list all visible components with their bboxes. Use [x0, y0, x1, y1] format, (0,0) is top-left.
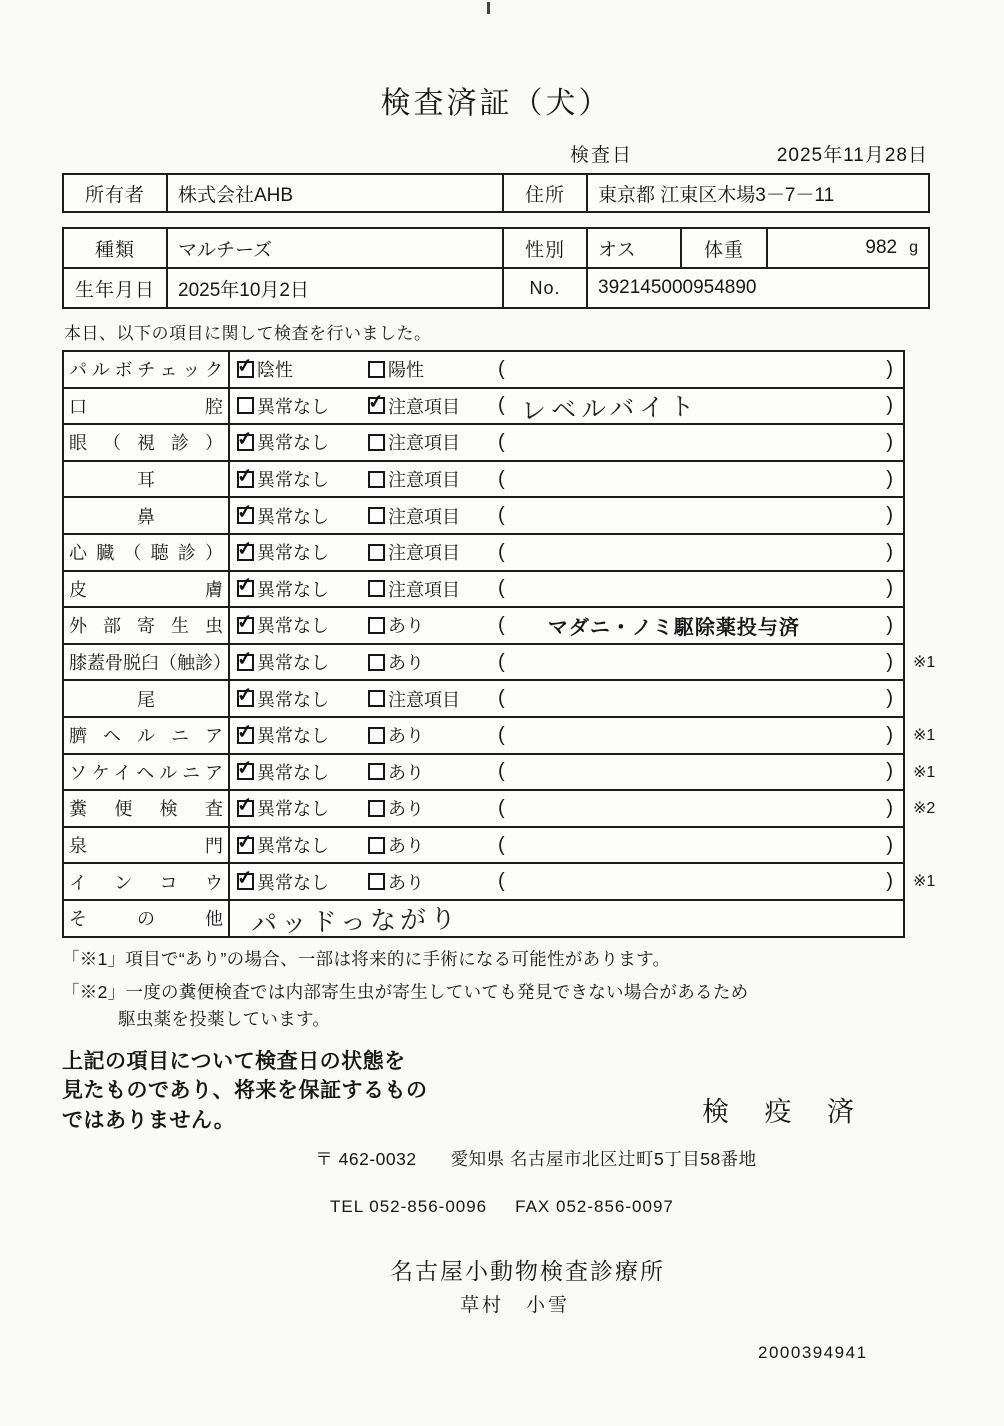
- option-normal: ✓ 異常なし: [235, 501, 329, 527]
- paren-close: ): [886, 650, 893, 673]
- option-caution: ✓ 注意項目: [366, 391, 460, 417]
- paren-close: ): [886, 687, 893, 710]
- disclaimer-section: [62, 1047, 930, 1136]
- option-normal: ✓ 異常なし: [235, 830, 329, 857]
- option-caution: 注意項目: [368, 686, 498, 712]
- footnote-mark: ※1: [913, 653, 936, 671]
- paren-close: ): [886, 723, 893, 746]
- check-icon: ✓: [235, 428, 254, 451]
- contact-line: [330, 1197, 1004, 1217]
- item-label: 耳: [137, 470, 155, 491]
- sex-value: オス: [588, 229, 682, 267]
- check-icon: ✓: [235, 574, 254, 598]
- option-negative: ✓ 陰性: [235, 355, 293, 381]
- paren-close: ): [886, 833, 893, 856]
- fax-number: FAX 052-856-0097: [515, 1196, 674, 1216]
- paren-close: ): [886, 760, 893, 783]
- option-present: あり: [368, 869, 498, 895]
- item-label: 心臓（聴診）: [69, 543, 223, 564]
- paren-open: (: [498, 796, 505, 819]
- check-icon: ✓: [235, 501, 254, 524]
- paren-open: (: [498, 723, 505, 746]
- number-label: No.: [504, 269, 588, 307]
- item-label: インコウ: [69, 872, 223, 893]
- option-present: あり: [368, 759, 498, 785]
- checkbox-icon: [235, 611, 254, 634]
- checkbox-icon: [368, 837, 385, 854]
- page-title: 検査済証（犬）: [380, 87, 612, 120]
- checkbox-icon: [235, 684, 254, 707]
- table-row-umbilical-hernia: [64, 716, 936, 753]
- intro-text: 本日、以下の項目に関して検査を行いました。: [64, 324, 432, 343]
- checkbox-icon: [368, 690, 385, 707]
- table-row-eyes: [64, 423, 903, 460]
- check-icon: ✓: [235, 684, 254, 707]
- checkbox-icon: [368, 434, 385, 451]
- handwritten-note: レベルバイト: [520, 392, 700, 426]
- clinic-address-line: [62, 1146, 930, 1171]
- option-present: あり: [368, 722, 498, 748]
- check-icon: ✓: [235, 611, 254, 634]
- table-row-parvo: [64, 352, 903, 387]
- serial-number: 2000394941: [758, 1342, 868, 1362]
- sex-label: 性別: [504, 229, 588, 267]
- checkbox-icon: [237, 397, 254, 414]
- clinic-name: 名古屋小動物検査診療所: [390, 1257, 665, 1284]
- check-icon: ✓: [235, 757, 254, 781]
- paren-close: ): [886, 467, 893, 490]
- paren-open: (: [498, 504, 505, 527]
- check-icon: ✓: [235, 794, 254, 817]
- checkbox-icon: [235, 464, 254, 488]
- paren-open: (: [498, 760, 505, 783]
- option-normal: ✓ 異常なし: [235, 464, 329, 491]
- checkbox-icon: [368, 617, 385, 634]
- option-present: あり: [368, 649, 498, 675]
- item-label: 眼（視診）: [69, 433, 223, 454]
- checkbox-icon: [235, 867, 254, 890]
- table-row-fecal-exam: [64, 789, 936, 826]
- breed-value: マルチーズ: [168, 229, 504, 267]
- number-value: 392145000954890: [598, 277, 757, 298]
- option-present: あり: [368, 612, 498, 638]
- checkbox-icon: [368, 507, 385, 524]
- paren-open: (: [498, 467, 505, 490]
- table-row: [64, 267, 928, 307]
- option-normal: ✓ 異常なし: [235, 428, 329, 454]
- checkbox-icon: [235, 720, 254, 744]
- address-value: 東京都 江東区木場3－7－11: [598, 184, 835, 206]
- birth-value: 2025年10月2日: [168, 269, 504, 307]
- option-caution: 注意項目: [368, 576, 498, 602]
- checkbox-icon: [368, 654, 385, 671]
- option-normal: ✓ 異常なし: [235, 574, 329, 600]
- owner-table: [62, 173, 930, 213]
- footnote-2-line2: 駆虫薬を投薬しています。: [118, 1008, 331, 1029]
- paren-close: ): [886, 796, 893, 819]
- paren-open: (: [498, 650, 505, 673]
- paren-open: (: [498, 357, 505, 380]
- option-normal: ✓ 異常なし: [235, 684, 329, 710]
- table-row-heart: [64, 533, 903, 570]
- checkbox-icon: [235, 501, 254, 524]
- table-row-ears: [64, 460, 903, 497]
- checkbox-icon: [235, 647, 254, 671]
- checkbox-icon: [235, 757, 254, 781]
- paren-open: (: [498, 833, 505, 856]
- weight-unit: g: [909, 239, 918, 256]
- exam-date-label: 検査日: [570, 145, 634, 166]
- option-normal: ✓ 異常なし: [235, 757, 329, 783]
- paren-close: ): [886, 394, 893, 417]
- option-normal: ✓ 異常なし: [235, 794, 329, 820]
- item-label: 外部寄生虫: [69, 616, 223, 637]
- checkbox-icon: [235, 794, 254, 817]
- pet-table: [62, 227, 930, 309]
- option-caution: 注意項目: [368, 466, 498, 492]
- owner-value: 株式会社AHB: [168, 175, 504, 211]
- item-label: 臍ヘルニア: [69, 726, 223, 747]
- exam-date-value: 2025年11月28日: [776, 145, 928, 166]
- check-icon: ✓: [235, 537, 254, 561]
- birth-label: 生年月日: [64, 269, 168, 307]
- item-label: 泉門: [69, 836, 223, 857]
- item-label: ソケイヘルニア: [69, 762, 223, 783]
- check-icon: ✓: [235, 830, 254, 854]
- table-row-inguinal-hernia: [64, 753, 936, 790]
- paren-close: ): [886, 540, 893, 563]
- checkbox-icon: [368, 580, 385, 597]
- option-normal: ✓ 異常なし: [235, 611, 329, 637]
- paren-close: ): [886, 504, 893, 527]
- table-row-mouth: [64, 387, 903, 424]
- table-row-skin: [64, 570, 903, 607]
- option-caution: 注意項目: [368, 503, 498, 529]
- handwritten-note: パッドっながり: [250, 902, 461, 939]
- owner-label: 所有者: [64, 175, 168, 211]
- paren-close: ): [886, 577, 893, 600]
- checkbox-icon: [235, 537, 254, 561]
- checkbox-icon: [368, 471, 385, 488]
- option-present: あり: [368, 795, 498, 821]
- item-label: 糞便検査: [69, 799, 223, 820]
- checkbox-icon: [235, 574, 254, 598]
- checkbox-icon: [368, 873, 385, 890]
- table-row-patella: [64, 643, 936, 680]
- option-caution: 注意項目: [368, 539, 498, 565]
- footnote-mark: ※2: [913, 800, 936, 818]
- disclaimer-text: 上記の項目について検査日の状態を 見たものであり、将来を保証するもの ではありません。: [62, 1049, 428, 1133]
- option-caution: 注意項目: [368, 429, 498, 455]
- table-row-nose: [64, 496, 903, 533]
- paren-open: (: [498, 577, 505, 600]
- table-row-tail: [64, 679, 903, 716]
- quarantine-stamp: 検 疫 済: [702, 1096, 869, 1127]
- weight-value: 982: [865, 237, 898, 258]
- paren-open: (: [498, 613, 505, 636]
- check-icon: ✓: [366, 391, 385, 415]
- breed-label: 種類: [64, 229, 168, 267]
- option-normal: ✓ 異常なし: [235, 720, 329, 747]
- checkbox-icon: [368, 727, 385, 744]
- paren-open: (: [498, 540, 505, 563]
- item-label: 口腔: [69, 396, 223, 417]
- item-label: パルボチェック: [69, 360, 223, 381]
- item-label: 皮膚: [69, 579, 223, 600]
- paren-close: ): [886, 870, 893, 893]
- postal-code: 〒 462-0032: [315, 1148, 417, 1169]
- table-row: [64, 175, 928, 211]
- option-normal: ✓ 異常なし: [235, 537, 329, 564]
- footnote-2-line1: 「※2」一度の糞便検査では内部寄生虫が寄生していても発見できない場合があるため: [62, 981, 749, 1002]
- checkbox-icon: [366, 391, 385, 415]
- scan-artifact-mark: [487, 2, 490, 14]
- checklist-table: [62, 350, 936, 939]
- footnote-mark: ※1: [913, 763, 936, 781]
- paren-close: ): [886, 430, 893, 453]
- table-row: [64, 229, 928, 267]
- table-row-fontanelle: [64, 826, 903, 863]
- checkbox-icon: [368, 800, 385, 817]
- paren-close: ): [886, 613, 893, 636]
- check-icon: ✓: [235, 720, 254, 744]
- paren-open: (: [498, 430, 505, 453]
- item-label: 膝蓋骨脱臼（触診）: [69, 653, 231, 674]
- footnote-1: 「※1」項目で“あり”の場合、一部は将来的に手術になる可能性があります。: [62, 948, 671, 969]
- address-label: 住所: [504, 175, 588, 211]
- footnote-mark: ※1: [913, 873, 936, 891]
- check-icon: ✓: [235, 464, 254, 488]
- check-icon: ✓: [235, 355, 254, 378]
- checkbox-icon: [235, 428, 254, 451]
- paren-open: (: [498, 687, 505, 710]
- checkbox-icon: [368, 544, 385, 561]
- paren-close: ): [886, 357, 893, 380]
- paren-open: (: [498, 394, 505, 417]
- checkbox-icon: [368, 763, 385, 780]
- checkbox-icon: [368, 361, 385, 378]
- check-icon: ✓: [235, 867, 254, 890]
- table-row-other: [64, 899, 903, 939]
- tel-number: TEL 052-856-0096: [330, 1196, 488, 1216]
- clinic-address: 愛知県 名古屋市北区辻町5丁目58番地: [450, 1148, 757, 1169]
- item-label: その他: [69, 909, 223, 930]
- item-label: 尾: [137, 689, 155, 710]
- option-positive: 陽性: [368, 356, 498, 382]
- footnote-mark: ※1: [913, 726, 936, 744]
- option-normal: ✓ 異常なし: [235, 867, 329, 893]
- check-icon: ✓: [235, 647, 254, 671]
- exam-date-line: [62, 140, 930, 167]
- paren-open: (: [498, 870, 505, 893]
- weight-label: 体重: [682, 229, 768, 267]
- option-normal: 異常なし: [237, 393, 368, 419]
- option-present: あり: [368, 832, 498, 858]
- checkbox-icon: [235, 355, 254, 378]
- table-row-inkou: [64, 862, 936, 899]
- veterinarian-name: 草村 小雪: [460, 1294, 571, 1316]
- treatment-note: マダニ・ノミ駆除薬投与済: [547, 616, 800, 639]
- item-label: 鼻: [137, 506, 155, 527]
- weight-value-cell: [768, 229, 928, 267]
- option-normal: ✓ 異常なし: [235, 647, 329, 674]
- checkbox-icon: [235, 830, 254, 854]
- table-row-ectoparasites: [64, 606, 903, 643]
